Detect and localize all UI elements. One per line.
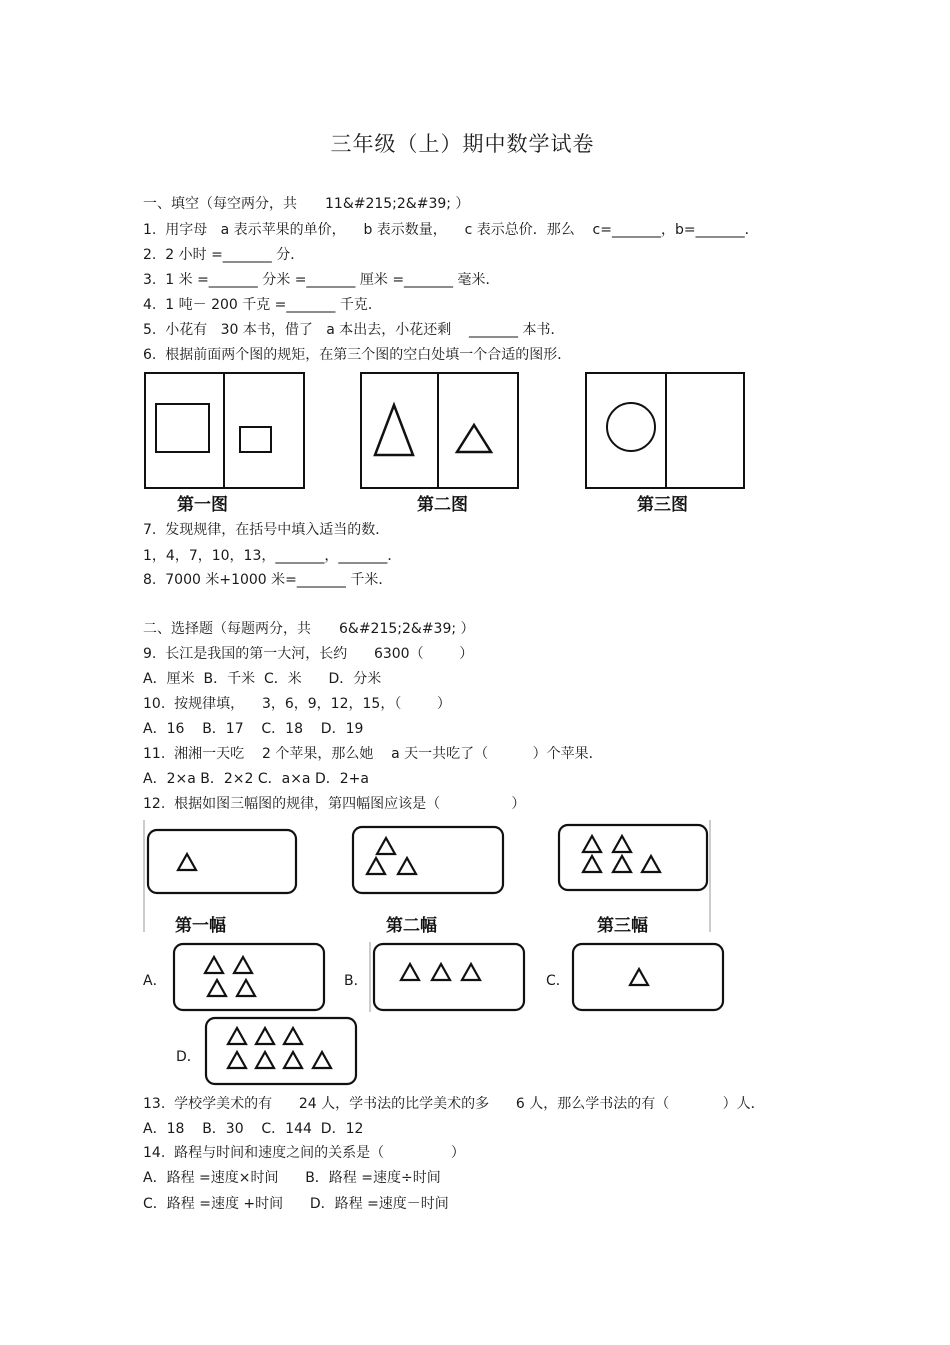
question-6-figure — [140, 368, 750, 516]
triangle-icon — [377, 838, 395, 854]
triangle-icon — [208, 980, 226, 996]
triangle-icon — [256, 1028, 274, 1044]
option-b-label: B． — [344, 973, 368, 989]
triangle-icon — [367, 858, 385, 874]
page-title: 三年级（上）期中数学试卷 — [330, 132, 595, 156]
triangle-icon — [228, 1028, 246, 1044]
triangle-icon — [613, 836, 631, 852]
question-7: 7. 发现规律，在括号中填入适当的数． — [143, 522, 390, 538]
triangle-icon — [642, 856, 660, 872]
question-4: 4. 1 吨－ 200 千克 =_______ 千克． — [143, 297, 382, 313]
triangle-icon — [613, 856, 631, 872]
small-square-shape — [240, 427, 271, 452]
question-8: 8. 7000 米+1000 米=_______ 千米． — [143, 572, 393, 588]
question-10: 10. 按规律填， 3，6，9，12，15，（ ） — [143, 696, 451, 712]
triangle-icon — [178, 854, 196, 870]
triangle-icon — [284, 1052, 302, 1068]
question-6: 6. 根据前面两个图的规矩，在第三个图的空白处填一个合适的图形． — [143, 347, 572, 363]
triangle-icon — [630, 969, 648, 985]
option-a-label: A． — [143, 973, 167, 989]
circle-shape — [607, 403, 655, 451]
question-12-pattern-figure — [143, 820, 713, 938]
option-c-label: C． — [546, 973, 570, 989]
question-13: 13. 学校学美术的有 24 人，学书法的比学美术的多 6 人，那么学书法的有（ ）人． — [143, 1096, 765, 1112]
figure-3-label: 第三图 — [637, 495, 688, 515]
triangle-icon — [401, 964, 419, 980]
triangle-icon — [228, 1052, 246, 1068]
question-2: 2. 2 小时 =_______ 分． — [143, 247, 305, 263]
pattern-2-label: 第二幅 — [386, 916, 437, 936]
triangle-icon — [234, 957, 252, 973]
triangle-icon — [205, 957, 223, 973]
option-d-label: D． — [176, 1049, 201, 1065]
question-1: 1. 用字母 a 表示苹果的单价， b 表示数量， c 表示总价．那么 c=_______，b=_______． — [143, 222, 759, 238]
pattern-3-label: 第三幅 — [597, 916, 648, 936]
question-11: 11. 湘湘一天吃 2 个苹果，那么她 a 天一共吃了（ ）个苹果． — [143, 746, 603, 762]
question-12: 12. 根据如图三幅图的规律，第四幅图应该是（ ） — [143, 796, 526, 812]
figure-2-label: 第二图 — [417, 495, 468, 515]
triangle-icon — [398, 858, 416, 874]
question-13-options: A．18 B．30 C．144 D．12 — [143, 1121, 364, 1137]
question-14-options-ab: A．路程 =速度×时间 B．路程 =速度÷时间 — [143, 1170, 441, 1186]
question-10-options: A．16 B．17 C．18 D．19 — [143, 721, 364, 737]
triangle-icon — [237, 980, 255, 996]
option-b-figure[interactable] — [369, 940, 529, 1016]
option-a-figure[interactable] — [170, 940, 330, 1016]
triangle-icon — [583, 836, 601, 852]
figure-1-label: 第一图 — [177, 495, 228, 515]
triangle-icon — [583, 856, 601, 872]
triangle-icon — [256, 1052, 274, 1068]
large-square-shape — [156, 404, 209, 452]
question-3: 3. 1 米 =_______ 分米 =_______ 厘米 =_______ 毫米． — [143, 272, 500, 288]
question-14: 14. 路程与时间和速度之间的关系是（ ） — [143, 1145, 465, 1161]
large-triangle-shape — [375, 405, 413, 455]
triangle-icon — [284, 1028, 302, 1044]
triangle-icon — [313, 1052, 331, 1068]
question-9: 9. 长江是我国的第一大河，长约 6300（ ） — [143, 646, 474, 662]
option-d-figure[interactable] — [202, 1014, 362, 1090]
question-5: 5. 小花有 30 本书，借了 a 本出去，小花还剩 _______ 本书． — [143, 322, 565, 338]
question-14-options-cd: C．路程 =速度 +时间 D．路程 =速度－时间 — [143, 1196, 449, 1212]
question-9-options: A．厘米 B．千米 C．米 D．分米 — [143, 671, 382, 687]
small-triangle-shape — [457, 425, 491, 452]
question-11-options: A．2×a B．2×2 C．a×a D．2+a — [143, 771, 369, 787]
question-7-sequence: 1，4，7，10，13，_______，_______． — [143, 548, 402, 564]
pattern-1-box — [148, 830, 296, 893]
option-c-figure[interactable] — [569, 940, 729, 1016]
section-heading-choice: 二、选择题（每题两分，共 6&#215;2&#39; ） — [143, 621, 475, 637]
pattern-3-box — [559, 825, 707, 890]
pattern-1-label: 第一幅 — [175, 916, 226, 936]
triangle-icon — [462, 964, 480, 980]
triangle-icon — [432, 964, 450, 980]
section-heading-fill-blank: 一、填空（每空两分，共 11&#215;2&#39; ） — [143, 196, 470, 212]
